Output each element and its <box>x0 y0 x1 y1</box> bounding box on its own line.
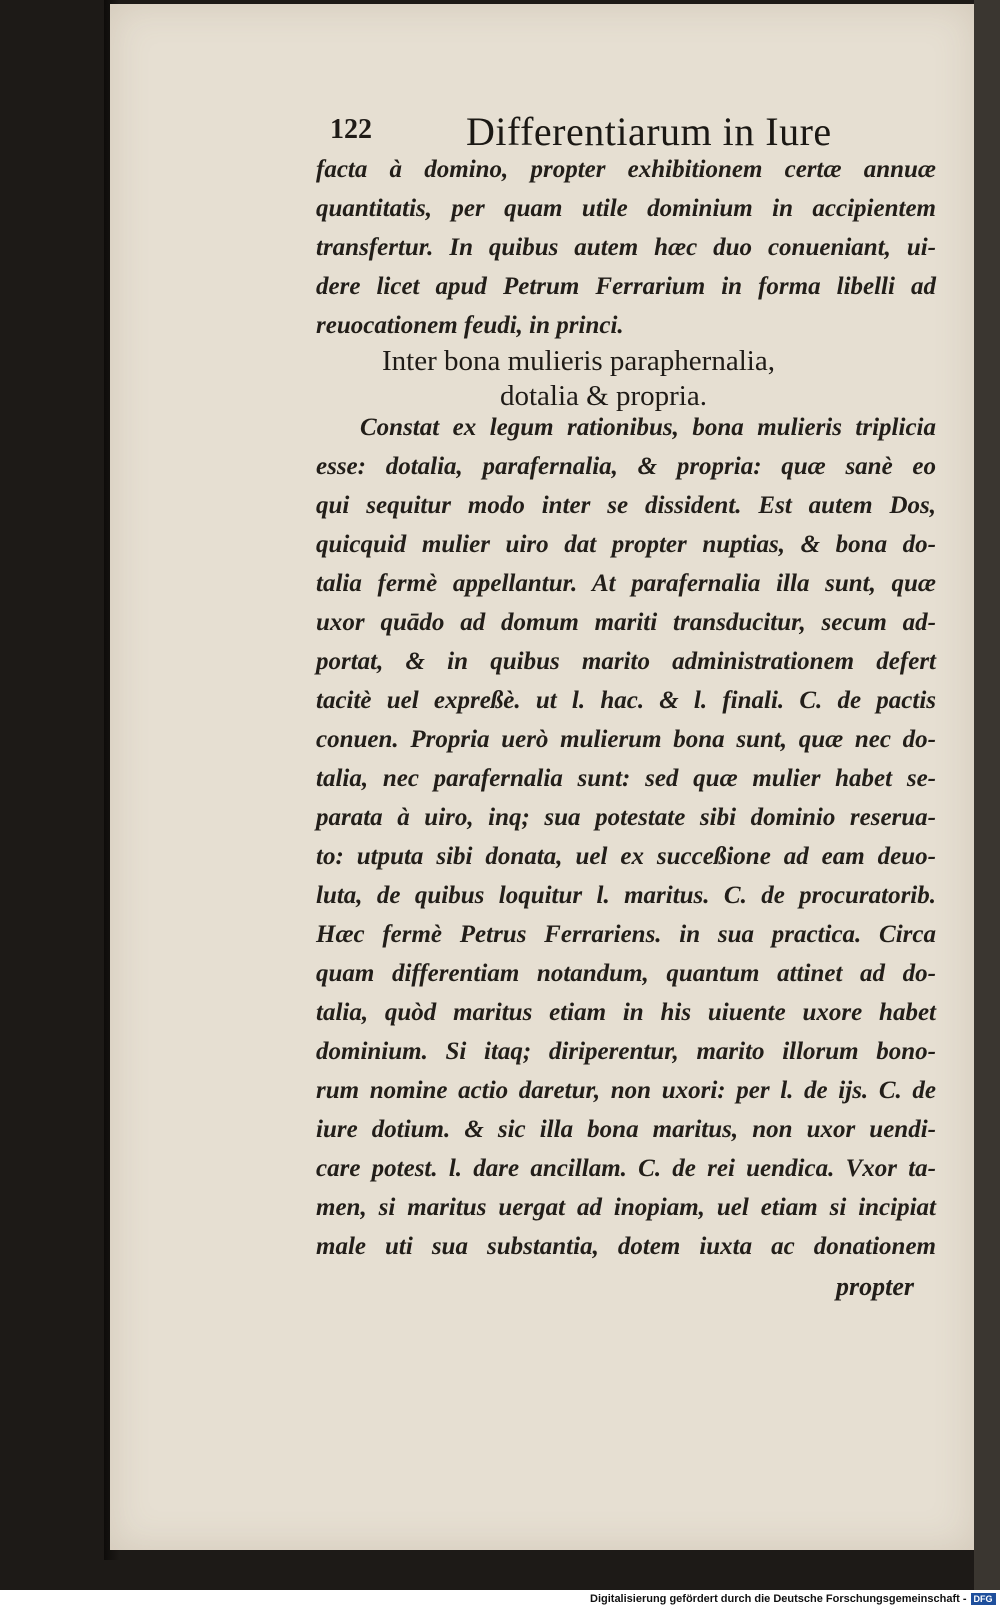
dfg-logo: DFG <box>971 1593 996 1605</box>
page-edge <box>974 0 1000 1590</box>
text-line: transfertur. In quibus autem hæc duo conueniant, ui- <box>316 234 936 261</box>
text-line: talia, quòd maritus etiam in his uiuente uxore habet <box>316 999 936 1026</box>
text-line: facta à domino, propter exhibitionem certæ annuæ <box>316 156 936 183</box>
text-line: tacitè uel expreßè. ut l. hac. & l. finali. C. de pactis <box>316 687 936 714</box>
digitization-credit <box>590 1591 996 1607</box>
credit-text: Digitalisierung gefördert durch die Deutsche Forschungsgemeinschaft - <box>590 1593 967 1605</box>
text-line: rum nomine actio daretur, non uxori: per l. de ijs. C. de <box>316 1077 936 1104</box>
running-head <box>330 108 860 158</box>
text-line: dere licet apud Petrum Ferrarium in forma libelli ad <box>316 273 936 300</box>
text-line: quicquid mulier uiro dat propter nuptias, & bona do- <box>316 531 936 558</box>
text-line: men, si maritus uergat ad inopiam, uel etiam si incipiat <box>316 1194 936 1221</box>
text-line: to: utputa sibi donata, uel ex succeßione ad eam deuo- <box>316 843 936 870</box>
text-line: parata à uiro, inq; sua potestate sibi dominio reserua- <box>316 804 936 831</box>
text-line: Constat ex legum rationibus, bona mulieris triplicia <box>360 414 936 441</box>
text-line: male uti sua substantia, dotem iuxta ac donationem <box>316 1233 936 1260</box>
page-number: 122 <box>330 114 372 145</box>
text-line: quantitatis, per quam utile dominium in accipientem <box>316 195 936 222</box>
text-line: talia, nec parafernalia sunt: sed quæ mulier habet se- <box>316 765 936 792</box>
text-line: esse: dotalia, parafernalia, & propria: quæ sanè eo <box>316 453 936 480</box>
text-line: reuocationem feudi, in princi. <box>316 312 624 339</box>
running-title: Differentiarum in Iure <box>466 109 832 154</box>
section-heading-line2: dotalia & propria. <box>500 380 707 412</box>
text-line: conuen. Propria uerò mulierum bona sunt, quæ nec do- <box>316 726 936 753</box>
text-line: luta, de quibus loquitur l. maritus. C. de procuratorib. <box>316 882 936 909</box>
section-heading-line1: Inter bona mulieris paraphernalia, <box>382 345 775 377</box>
text-line: talia fermè appellantur. At parafernalia illa sunt, quæ <box>316 570 936 597</box>
text-line: uxor quādo ad domum mariti transducitur, secum ad- <box>316 609 936 636</box>
text-line: qui sequitur modo inter se dissident. Est autem Dos, <box>316 492 936 519</box>
text-line: care potest. l. dare ancillam. C. de rei uendica. Vxor ta- <box>316 1155 936 1182</box>
text-line: quam differentiam notandum, quantum attinet ad do- <box>316 960 936 987</box>
text-line: iure dotium. & sic illa bona maritus, non uxor uendi- <box>316 1116 936 1143</box>
text-line: Hæc fermè Petrus Ferrariens. in sua practica. Circa <box>316 921 936 948</box>
text-line: dominium. Si itaq; diriperentur, marito illorum bono- <box>316 1038 936 1065</box>
catchword: propter <box>836 1272 914 1301</box>
text-line: portat, & in quibus marito administrationem defert <box>316 648 936 675</box>
